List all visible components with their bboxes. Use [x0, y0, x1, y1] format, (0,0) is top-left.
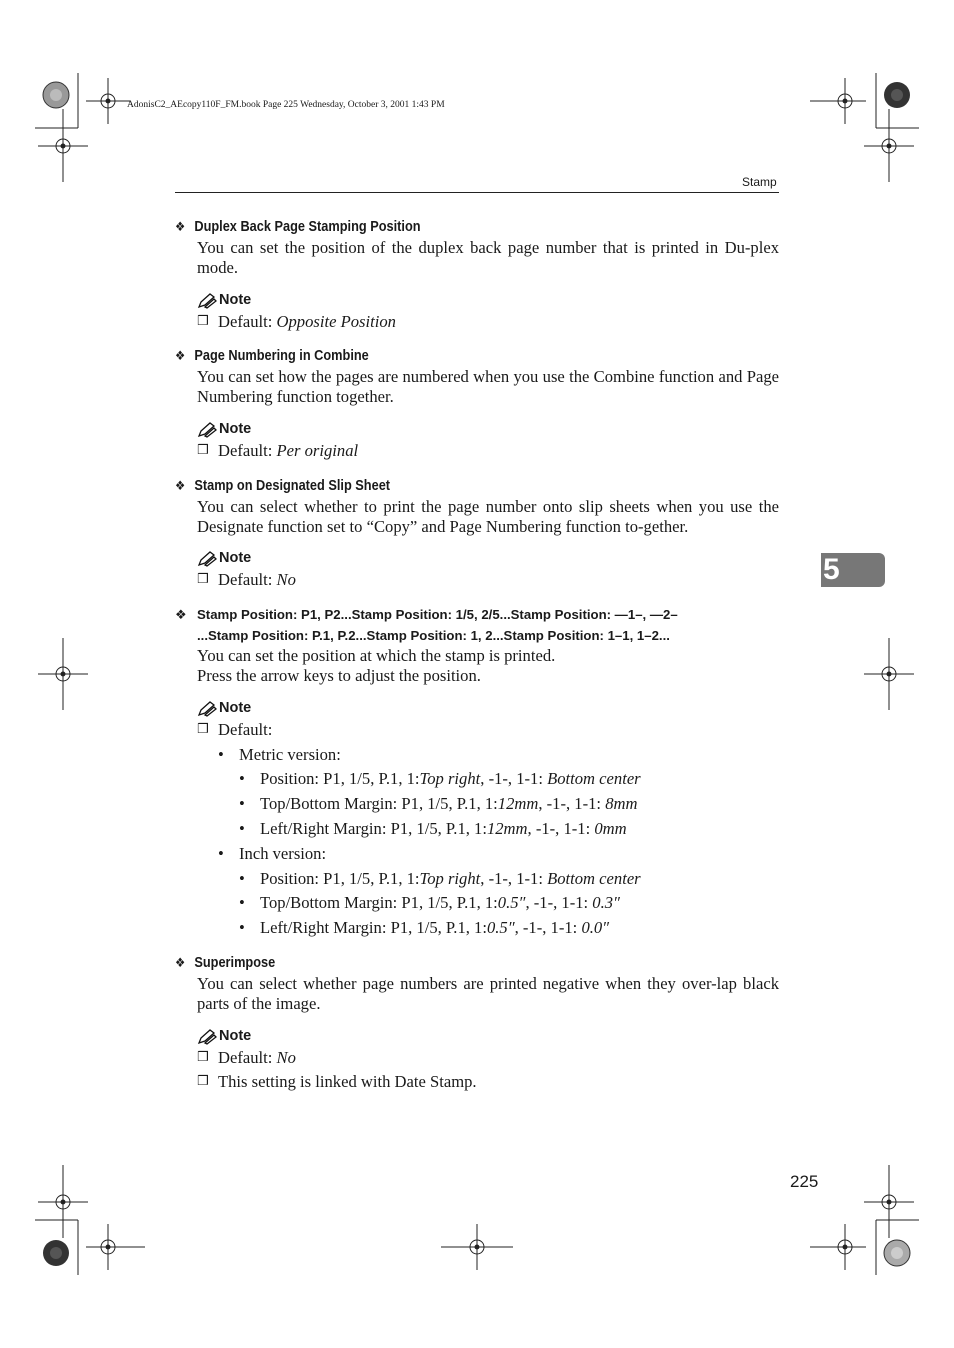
- section-title-continued: ...Stamp Position: P.1, P.2...Stamp Position: 1, 2...Stamp Position: 1–1, 1–2...: [197, 628, 670, 644]
- diamond-icon: ❖: [175, 954, 186, 970]
- section-body: You can set the position at which the stamp is printed. Press the arrow keys to adjust the position.: [197, 646, 556, 685]
- section-heading: [175, 345, 707, 367]
- note-heading: Note: [175, 1026, 779, 1048]
- section-body: You can select whether page numbers are printed negative when they over-lap black parts of the image.: [197, 973, 779, 1013]
- pencil-icon: [197, 551, 217, 567]
- checkbox-icon: ❒: [197, 442, 209, 458]
- section-heading: [175, 952, 707, 974]
- note-heading: Note: [175, 290, 779, 312]
- pencil-icon: [197, 293, 217, 309]
- note-heading: Note: [175, 419, 779, 441]
- diamond-icon: ❖: [175, 348, 186, 364]
- pencil-icon: [197, 422, 217, 438]
- pencil-icon: [197, 701, 217, 717]
- page-content: [175, 216, 779, 1092]
- diamond-icon: ❖: [175, 219, 186, 234]
- list-item: • Inch version:: [218, 843, 327, 863]
- pencil-icon: [197, 1029, 217, 1045]
- section-title: Page Numbering in Combine: [194, 348, 369, 365]
- page-number: 225: [790, 1172, 819, 1191]
- note-item: ❒ Default: Per original: [197, 440, 359, 460]
- list-item: • Position: P1, 1/5, P.1, 1:Top right, -1-, 1-1: Bottom center: [239, 868, 641, 888]
- section-heading: [175, 475, 707, 497]
- section-body: You can set the position of the duplex back page number that is printed in Du-plex mode.: [197, 238, 779, 277]
- header-rule: [175, 192, 779, 193]
- chapter-tab: [821, 553, 885, 587]
- note-item: ❒ Default: Opposite Position: [197, 311, 396, 331]
- list-item: • Position: P1, 1/5, P.1, 1:Top right, -1-, 1-1: Bottom center: [239, 769, 641, 789]
- list-item: • Top/Bottom Margin: P1, 1/5, P.1, 1:12mm, -1-, 1-1: 8mm: [239, 794, 638, 814]
- diamond-icon: ❖: [175, 607, 187, 623]
- section-title: Stamp on Designated Slip Sheet: [194, 477, 391, 494]
- checkbox-icon: ❒: [197, 313, 209, 329]
- chapter-number: 5: [823, 553, 840, 586]
- section-heading: [175, 604, 779, 625]
- list-item: • Metric version:: [218, 744, 341, 764]
- note-item: ❒ This setting is linked with Date Stamp.: [197, 1072, 477, 1092]
- note-item: ❒ Default:: [197, 719, 273, 739]
- checkbox-icon: ❒: [197, 572, 209, 588]
- section-title: Stamp Position: P1, P2...Stamp Position: 1/5, 2/5...Stamp Position: —1–, —2–: [197, 607, 678, 623]
- file-info: AdonisC2_AEcopy110F_FM.book Page 225 Wednesday, October 3, 2001 1:43 PM: [127, 100, 445, 110]
- section-body: You can set how the pages are numbered when you use the Combine function and Page Numbering function together.: [197, 367, 779, 407]
- checkbox-icon: ❒: [197, 1074, 209, 1090]
- running-head: Stamp: [742, 175, 777, 189]
- note-item: ❒ Default: No: [197, 570, 296, 590]
- checkbox-icon: ❒: [197, 1049, 209, 1065]
- list-item: • Left/Right Margin: P1, 1/5, P.1, 1:0.5″, -1-, 1-1: 0.0″: [239, 918, 610, 938]
- list-item: • Left/Right Margin: P1, 1/5, P.1, 1:12mm, -1-, 1-1: 0mm: [239, 818, 627, 838]
- section-heading: [175, 216, 707, 238]
- note-heading: Note: [175, 548, 779, 570]
- list-item: • Top/Bottom Margin: P1, 1/5, P.1, 1:0.5″, -1-, 1-1: 0.3″: [239, 893, 620, 913]
- section-title: Superimpose: [194, 954, 276, 971]
- section-body: You can select whether to print the page number onto slip sheets when you use the Designate function set to “Copy” and Page Numbering function to-gether.: [197, 496, 779, 536]
- note-item: ❒ Default: No: [197, 1047, 296, 1067]
- section-title: Duplex Back Page Stamping Position: [194, 219, 421, 235]
- checkbox-icon: ❒: [197, 721, 209, 737]
- note-heading: Note: [175, 698, 779, 720]
- diamond-icon: ❖: [175, 477, 186, 493]
